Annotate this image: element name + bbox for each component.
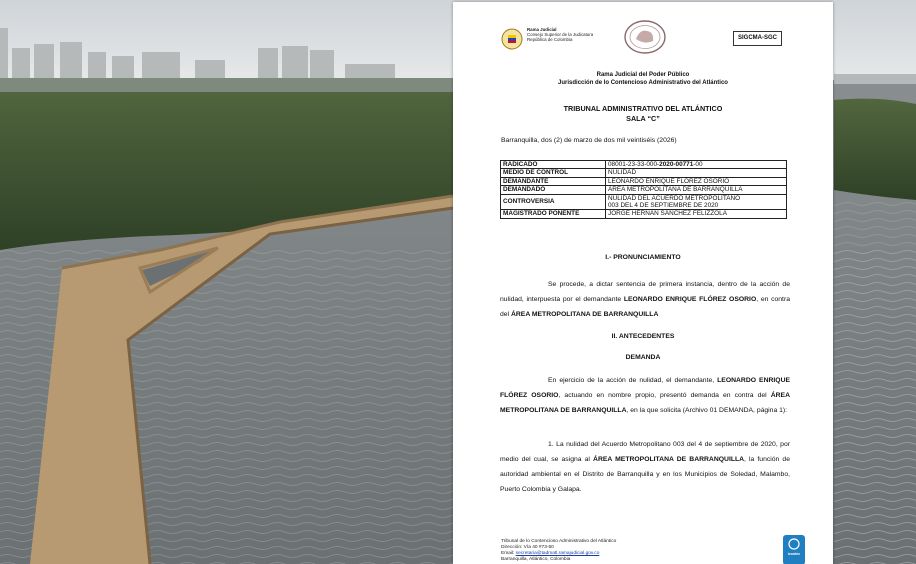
case-value: NULIDAD DEL ACUERDO METROPOLITANO 003 DEL 4 DE SEPTIEMBRE DE 2020 (606, 194, 787, 210)
document-page (453, 2, 833, 564)
paragraph-pretension-1: 1. La nulidad del Acuerdo Metropolitano 003 del 4 de septiembre de 2020, por medio del cual, se asigna al ÁREA METROPOLITANA DE BARRANQUILLA, la función de autoridad ambiental en el Distrito de Barranquilla y en los Municipios de Soledad, Malambo, Puerto Colombia y Galapa. (500, 441, 790, 493)
case-value: NULIDAD (606, 169, 787, 177)
icontec-badge-icon: icontec (783, 535, 805, 564)
case-key: RADICADO (501, 161, 606, 169)
case-table (500, 160, 787, 219)
section-heading-demanda: DEMANDA (625, 354, 661, 361)
case-value: 08001-23-33-000-2020-00771-00 (606, 161, 787, 169)
case-value: ÁREA METROPOLITANA DE BARRANQUILLA (606, 186, 787, 194)
rama-judicial-logo (501, 28, 523, 50)
tribunal-seal-icon (623, 19, 667, 55)
sigcma-code-box: SIGCMA-SGC (733, 31, 782, 46)
institution-line-2: Jurisdicción de lo Contencioso Administrativo del Atlántico (558, 80, 728, 86)
table-row (501, 194, 787, 210)
case-key: DEMANDADO (501, 186, 606, 194)
sala-title: SALA “C” (626, 114, 660, 123)
case-value: LEONARDO ENRIQUE FLÓREZ OSORIO (606, 177, 787, 185)
table-row (501, 169, 787, 177)
paragraph-pronunciamiento: Se procede, a dictar sentencia de primera instancia, dentro de la acción de nulidad, interpuesta por el demandante LEONARDO ENRIQUE FLÓREZ OSORIO, en contra del ÁREA METROPOLITANA DE BARRANQUILLA (500, 281, 790, 318)
case-key: DEMANDANTE (501, 177, 606, 185)
document-footer: Tribunal de lo Contencioso Administrativo del Atlántico Dirección: Vía 40 #73-50 Email: secretaria@tadmatl.ramajudicial.gov.co Barranquilla, Atlántico, Colombia (501, 539, 617, 562)
table-row (501, 177, 787, 185)
table-row (501, 186, 787, 194)
institution-line-1: Rama Judicial del Poder Público (596, 72, 690, 78)
tribunal-title: TRIBUNAL ADMINISTRATIVO DEL ATLÁNTICO (563, 104, 723, 113)
case-key: MEDIO DE CONTROL (501, 169, 606, 177)
case-key: MAGISTRADO PONENTE (501, 210, 606, 218)
rama-judicial-text: Rama Judicial Consejo Superior de la Judicatura República de Colombia (527, 27, 594, 42)
paragraph-demanda: En ejercicio de la acción de nulidad, el demandante, LEONARDO ENRIQUE FLÓREZ OSORIO, actuando en nombre propio, presentó demanda en contra del ÁREA METROPOLITANA DE BARRANQUILLA, en la que solicita (Archivo 01 DEMANDA, página 1): (500, 377, 791, 414)
email-link[interactable]: secretaria@tadmatl.ramajudicial.gov.co (515, 551, 600, 556)
document-date: Barranquilla, dos (2) de marzo de dos mil veintiséis (2026) (501, 137, 677, 144)
case-value: JORGE HERNÁN SÁNCHEZ FELIZZOLA (606, 210, 787, 218)
case-key: CONTROVERSIA (501, 194, 606, 210)
section-heading-antecedentes: II. ANTECEDENTES (611, 333, 675, 340)
section-heading-pronunciamiento: I.- PRONUNCIAMIENTO (605, 254, 681, 261)
table-row (501, 210, 787, 218)
table-row (501, 161, 787, 169)
